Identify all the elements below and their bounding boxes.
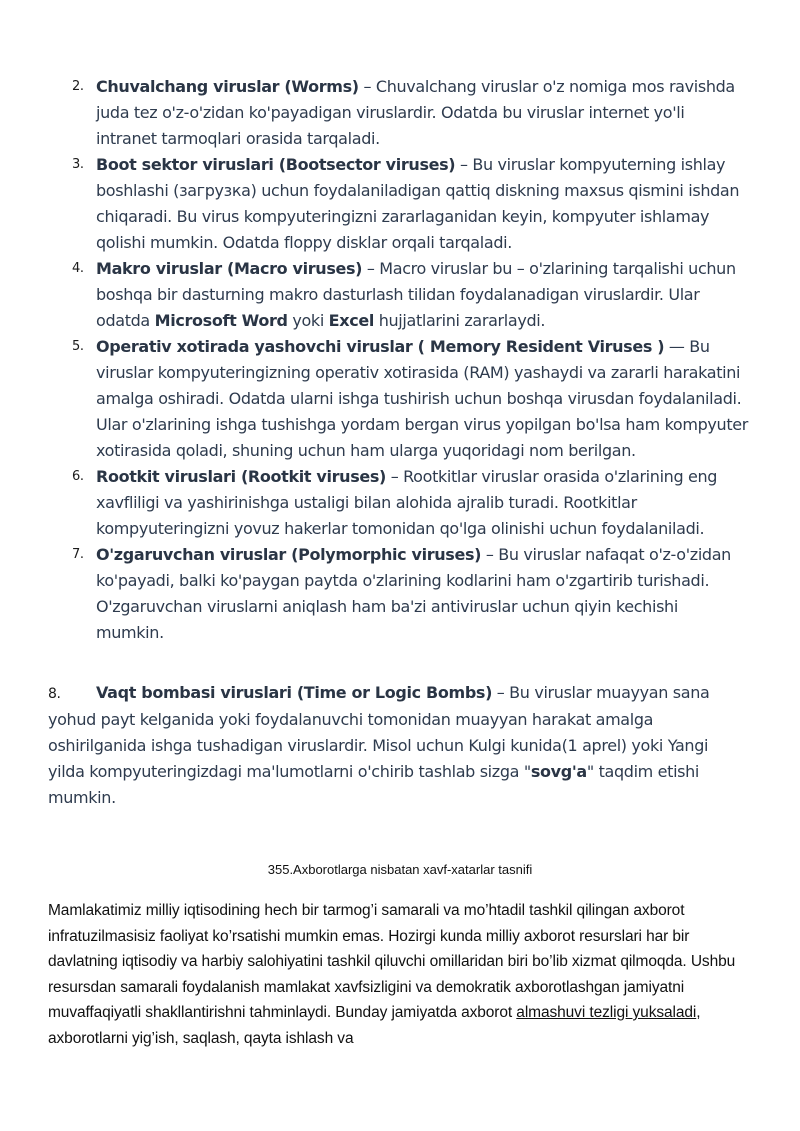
- item-title: O'zgaruvchan viruslar (Polymorphic viruses): [96, 545, 482, 564]
- item-text: – Chuvalchang viruslar o'z nomiga mos ravishda juda tez o'z-o'zidan ko'payadigan viruslardir. Odatda bu viruslar internet yo'li intranet tarmoqlari orasida tarqaladi.: [96, 77, 735, 148]
- item-bold: sovg'a: [530, 762, 587, 781]
- item-text: – Bu viruslar muayyan sana yohud payt kelganida yoki foydalanuvchi tomonidan muayyan harakat amalga oshirilganida ishga tushadigan viruslardir. Misol uchun Kulgi kunida(1 aprel) yoki Yangi yilda kompyuteringizdagi ma'lumotlarni o'chirib tashlab sizga ": [48, 683, 710, 781]
- list-number: 3.: [72, 157, 84, 172]
- item-text: " taqdim etishi mumkin.: [48, 762, 700, 807]
- item-text: hujjatlarini zararlaydi.: [373, 311, 546, 330]
- virus-types-list: [48, 74, 748, 646]
- list-number: 6.: [72, 469, 84, 484]
- list-number: 8.: [48, 686, 61, 702]
- list-item: [48, 334, 748, 464]
- list-item: [48, 542, 748, 646]
- item-bold: Microsoft Word: [154, 311, 288, 330]
- item-title: Makro viruslar (Macro viruses): [96, 259, 363, 278]
- list-number: 7.: [72, 547, 84, 562]
- item-title: Chuvalchang viruslar (Worms): [96, 77, 359, 96]
- item-text: – Bu viruslar nafaqat o'z-o'zidan ko'payadi, balki ko'paygan paytda o'zlarining kodlarini ham o'zgartirib turishadi. O'zgaruvchan viruslarni aniqlash ham ba'zi antiviruslar uchun qiyin kechishi mumkin.: [96, 545, 731, 642]
- list-item: [48, 464, 748, 542]
- paragraph-text: , axborotlarni yig’ish, saqlash, qayta ishlash va: [48, 1004, 701, 1047]
- item-text: – Macro viruslar bu – o'zlarining tarqalishi uchun boshqa bir dasturning makro dasturlash tilidan foydalanadigan viruslardir. Ular odatda: [96, 259, 736, 330]
- item-text: — Bu viruslar kompyuteringizning operativ xotirasida (RAM) yashaydi va zararli harakatini amalga oshiradi. Odatda ularni ishga tushirish uchun boshqa virusdan foydalaniladi. Ular o'zlarining ishga tushishga yordam bergan virus yopilgan bo'lsa ham kompyuter xotirasida qoladi, shuning uchun ham ularga yuqoridagi nom berilgan.: [96, 337, 748, 460]
- item-text: yoki: [287, 311, 329, 330]
- section-heading: 355.Axborotlarga nisbatan xavf-xatarlar tasnifi: [267, 862, 533, 877]
- item-text: – Bu viruslar kompyuterning ishlay boshlashi (загрузка) uchun foydalaniladigan qattiq diskning maxsus qismini ishdan chiqaradi. Bu virus kompyuteringizni zararlaganidan keyin, kompyuter ishlamay qolishi mumkin. Odatda floppy disklar orqali tarqaladi.: [96, 155, 740, 252]
- list-number: 4.: [72, 261, 84, 276]
- item-title: Vaqt bombasi viruslari (Time or Logic Bombs): [96, 683, 493, 702]
- item-text: – Rootkitlar viruslar orasida o'zlarining eng xavfliligi va yashirinishga ustaligi bilan alohida ajralib turadi. Rootkitlar kompyuteringizni yovuz hakerlar tomonidan qo'lga olinishi uchun foydalaniladi.: [96, 467, 718, 538]
- list-number: 2.: [72, 79, 84, 94]
- item-title: Boot sektor viruslari (Bootsector viruses): [96, 155, 456, 174]
- list-item: [48, 74, 748, 152]
- list-item-8: [48, 680, 748, 811]
- item-title: Rootkit viruslari (Rootkit viruses): [96, 467, 387, 486]
- list-number: 5.: [72, 339, 84, 354]
- body-paragraph: [48, 898, 748, 1051]
- list-item: [48, 256, 748, 334]
- underlined-text: almashuvi tezligi yuksaladi: [516, 1004, 697, 1021]
- paragraph-text: Mamlakatimiz milliy iqtisodining hech bir tarmog’i samarali va mo’htadil tashkil qilingan axborot infratuzilmasisiz faoliyat ko’rsatishi mumkin emas. Hozirgi kunda milliy axborot resurslari har bir davlatning iqtisodiy va harbiy salohiyatini tashkil qiluvchi omillaridan biri bo’lib xizmat qilmoqda. Ushbu resursdan samarali foydalanish mamlakat xavfsizligini va demokratik axborotlashgan jamiyatni muvaffaqiyatli shakllantirishni tahminlaydi. Bunday jamiyatda axborot: [48, 902, 736, 1021]
- item-title: Operativ xotirada yashovchi viruslar ( Memory Resident Viruses ): [96, 337, 665, 356]
- item-bold: Excel: [328, 311, 374, 330]
- list-item: [48, 152, 748, 256]
